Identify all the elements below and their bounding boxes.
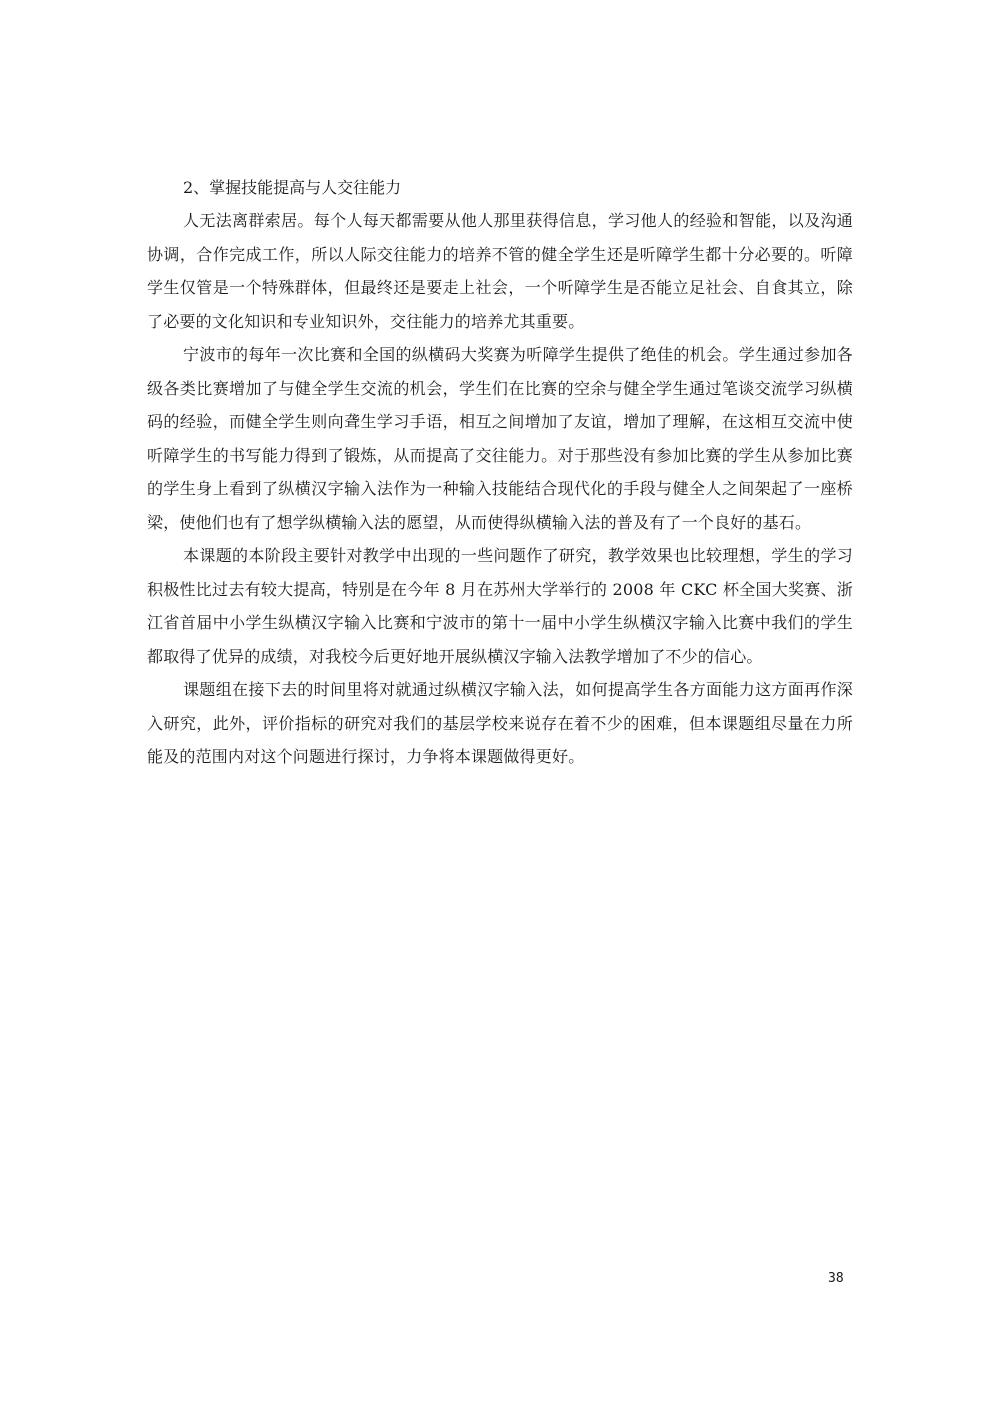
paragraph-1: 人无法离群索居。每个人每天都需要从他人那里获得信息，学习他人的经验和智能，以及沟通协调，合作完成工作，所以人际交往能力的培养不管的健全学生还是听障学生都十分必要的。听障学生仅管是一个特殊群体，但最终还是要走上社会，一个听障学生是否能立足社会、自食其立，除了必要的文化知识和专业知识外，交往能力的培养尤其重要。 [147, 211, 853, 331]
paragraph-4: 课题组在接下去的时间里将对就通过纵横汉字输入法，如何提高学生各方面能力这方面再作深入研究，此外，评价指标的研究对我们的基层学校来说存在着不少的困难，但本课题组尽量在力所能及的范围内对这个问题进行探讨，力争将本课题做得更好。 [147, 680, 853, 766]
document-body [147, 176, 853, 774]
page-number: 38 [828, 1271, 844, 1286]
paragraph-3: 本课题的本阶段主要针对教学中出现的一些问题作了研究，教学效果也比较理想，学生的学习积极性比过去有较大提高，特别是在今年 8 月在苏州大学举行的 2008 年 CKC 杯全国大奖赛、浙江省首届中小学生纵横汉字输入比赛和宁波市的第十一届中小学生纵横汉字输入比赛中我们的学生都取得了优异的成绩，对我校今后更好地开展纵横汉字输入法教学增加了不少的信心。 [147, 546, 853, 666]
paragraph-2: 宁波市的每年一次比赛和全国的纵横码大奖赛为听障学生提供了绝佳的机会。学生通过参加各级各类比赛增加了与健全学生交流的机会，学生们在比赛的空余与健全学生通过笔谈交流学习纵横码的经验，而健全学生则向聋生学习手语，相互之间增加了友谊，增加了理解，在这相互交流中使听障学生的书写能力得到了锻炼，从而提高了交往能力。对于那些没有参加比赛的学生从参加比赛的学生身上看到了纵横汉字输入法作为一种输入技能结合现代化的手段与健全人之间架起了一座桥梁，使他们也有了想学纵横输入法的愿望，从而使得纵横输入法的普及有了一个良好的基石。 [147, 345, 853, 532]
section-heading: 2、掌握技能提高与人交往能力 [183, 178, 402, 197]
